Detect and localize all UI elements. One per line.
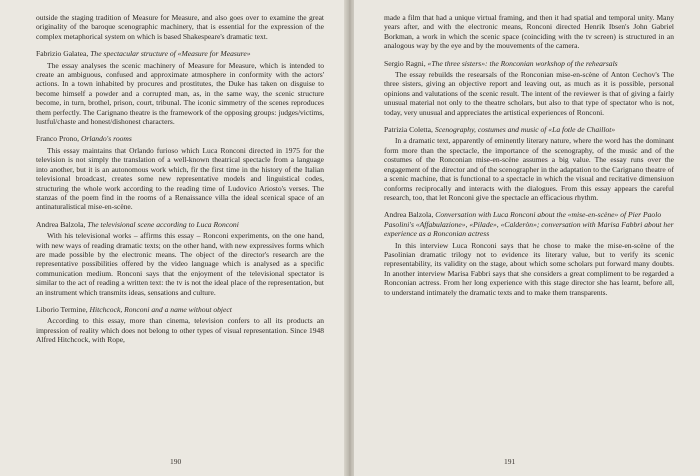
section-title: The spectacular structure of «Measure for Measure» <box>90 49 251 59</box>
section-body: The essay rebuilds the researsals of the Ronconian mise-en-scène of Anton Cechov's The three sisters, giving an objective report and leaving out, as much as it is possible, personal opinions and valutations of the scenic result. The intent of the reviewer is that of giving a fairly unusual material not only to the theatre scholars, but also to that type of spectator who is not, today, very unusual and appreciates the artistical experiences of Ronconi. <box>384 70 674 117</box>
section-body: According to this essay, more than cinema, television confers to all its products an impression of reality which does not belong to other types of visual representation. Since 1948 Alfred Hitchcock, with Rope, <box>36 316 324 345</box>
section-title: The televisional scene according to Luca Ronconi <box>87 219 239 229</box>
section-heading <box>36 134 324 143</box>
section-title: Conversation with Luca Ronconi about the «mise-en-scène» of Pier Paolo Pasolini's «Affabulazione», «Pilade», «Calderòn»; conversation with Marisa Fabbri about her experience as a Ronconian actress <box>384 210 674 239</box>
right-page <box>354 0 700 476</box>
page-number: 191 <box>504 457 516 466</box>
section-ragni <box>384 59 674 117</box>
section-author: Sergio Ragni, <box>384 58 426 68</box>
section-body: This essay maintains that Orlando furioso which Luca Ronconi directed in 1975 for the television is not simply the translation of a well-known theatrical spectacle from a language into another, but it is an autonomous work which, fir the first time in the history of the Italian televisional broadcast, creates some new representative models and linguistical codes, structuring the whole work according to the reading time of Ludovico Ariosto's verses. The stanzas of the poem find in the rooms of a Renaissance villa the ideal scenical space of an antinaturalistical mise-en-scène. <box>36 145 324 212</box>
section-heading <box>384 210 674 238</box>
section-heading <box>36 220 324 229</box>
section-body: In a dramatic text, apparently of eminently literary nature, where the word has the dominant form more than the spectacle, the importance of the scenography, of the music and of the costumes of the Ronconian mise-en-scène assumes a big value. The essay runs over the engagement of the director and of the scenographer in the adaptation to the Carignano theatre of a scenic machine, that is functional to a spectacle in which the visual and recitative dimensiuon conforms reciprocally and interacts with the dialogues. From this essay appears the careful research, too, that let Ronconi give the spectacle an efficacious rhythm. <box>384 136 674 202</box>
section-title: Scenography, costumes and music of «La fotle de Chaillot» <box>434 125 616 135</box>
section-body: In this interview Luca Ronconi says that he chose to make the mise-en-scène of the Pasolinian dramatic trilogy not to evidence its literary value, but to verify its scenic representability, its validity on the stage, about which some scholars put forward many doubts. In another interview Marisa Fabbri says that she considers a great compliment to be regarded a Ronconian actress. From her long experience with this stage director she has learnt, before all, to understand intimately the dramatic texts and to make them transparents. <box>384 240 674 297</box>
section-title: Hitchcock, Ronconi and a name without object <box>89 304 232 314</box>
left-page-intro: outside the staging tradition of Measure for Measure, and also goes over to examine the great originality of the baroque scenographic machinery, that is essential for the expression of the complex metaphorical system on which is based Shakespeare's dramatic text. <box>36 13 324 41</box>
section-title: Orlando's rooms <box>80 134 132 144</box>
section-author: Franco Prono, <box>36 134 80 144</box>
page-number: 190 <box>170 457 182 466</box>
section-prono <box>36 134 324 211</box>
section-galatea <box>36 49 324 126</box>
section-body: With his televisional works – affirms this essay – Ronconi experiments, on the one hand, with new ways of reading dramatic texts; on the other hand, with new expressives forms which are made possible by the electronic means. The object of the director's research are the representative possibilities offered by the video language which is analysed as a specific communication medium. Ronconi says that the enjoyment of the televisional spectator is similar to the act of reading a written text: the tv is not the ideal place of the representation, but an instrument which transmits ideas, sensations and culture. <box>36 231 324 297</box>
section-heading <box>384 59 674 68</box>
section-heading <box>384 125 674 134</box>
section-author: Liborio Termine, <box>36 304 88 314</box>
section-author: Andrea Balzola, <box>36 219 86 229</box>
section-heading <box>36 49 324 58</box>
section-body: The essay analyses the scenic machinery of Measure for Measure, which is intended to create an ambiguous, confused and approximate atmosphere in conformity with the actors' actions. In a town inhabited by procures and prostitutes, the Duke has taken on disguise to become himself a powder and a corrupted man, as, in the same way, the scenic structure become, in turn, brothel, prison, court, tribunal. The iconic simmetry of the scenes reproduces them perfectly. The Carignano theatre is the framework of the opposing groups: judges/victims, lustful/chaste and honest/dishonest characters. <box>36 60 324 127</box>
section-balzola-tv <box>36 220 324 297</box>
section-title: «The three sisters»: the Ronconian workshop of the rehearsals <box>427 58 618 68</box>
left-page <box>0 0 346 476</box>
section-author: Patrizia Coletta, <box>384 125 433 135</box>
section-author: Fabrizio Galatea, <box>36 49 89 59</box>
section-author: Andrea Balzola, <box>384 210 434 220</box>
section-heading <box>36 305 324 314</box>
section-coletta <box>384 125 674 202</box>
section-balzola-interview <box>384 210 674 297</box>
right-page-intro: made a film that had a unique virtual framing, and then it had spatial and temporal unity. Many years after, and with the electronic means, Ronconi directed Henrik Ibsen's John Gabriel Borkman, a work in which the scenic space (coinciding with the tv screen) is structured in an analogous way by the eye and by the mouvements of the camera. <box>384 13 674 51</box>
section-termine <box>36 305 324 345</box>
